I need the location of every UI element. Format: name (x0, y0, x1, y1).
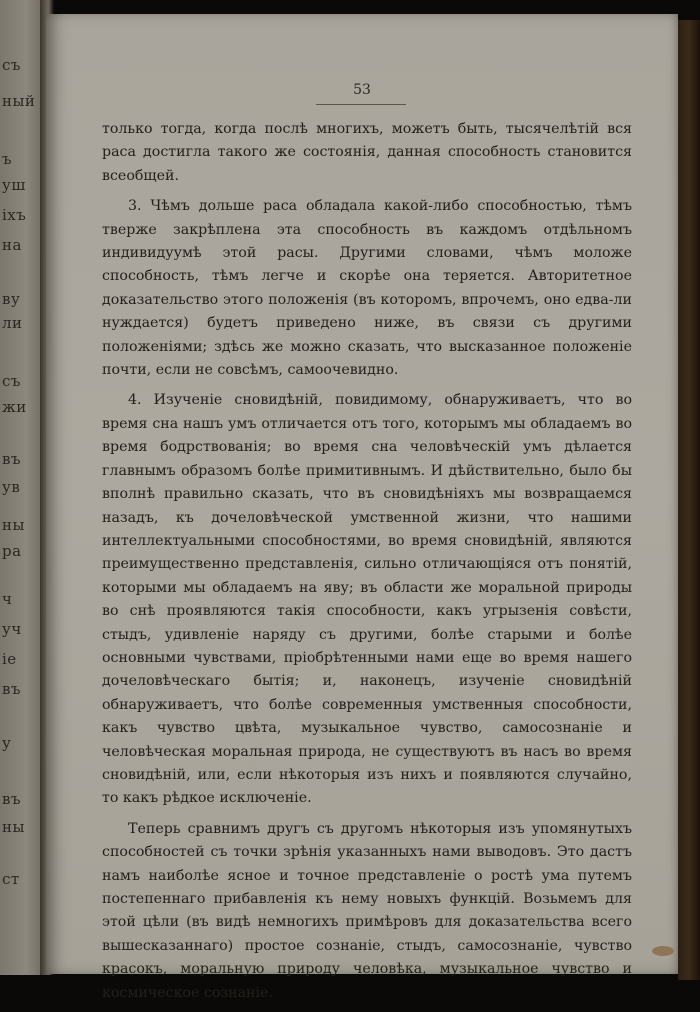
left-fragment: ву (2, 290, 21, 308)
left-page-text-fragments (0, 0, 44, 975)
paragraph-point-3: 3. Чѣмъ дольше раса обладала какой-либо способностью, тѣмъ тверже закрѣплена эта способность въ каждомъ отдѣльномъ индивидуумѣ этой расы. Другими словами, чѣмъ моложе способность, тѣмъ легче и скорѣе она теряется. Авторитетное доказательство этого положенія (въ которомъ, впрочемъ, оно едва-ли нуждается) будетъ приведено ниже, въ связи съ другими положеніями; здѣсь же можно сказать, что высказанное положеніе почти, если не совсѣмъ, самоочевидно. (102, 198, 632, 379)
page-number: 53 (353, 82, 371, 98)
left-fragment: ны (2, 818, 25, 836)
page-number-rule (316, 104, 406, 105)
paper-stain (652, 946, 674, 956)
left-fragment: жи (2, 398, 27, 416)
left-fragment: въ (2, 790, 21, 808)
book-cover-edge (678, 20, 700, 980)
left-fragment: уш (2, 176, 26, 194)
page-body (102, 118, 632, 1012)
left-fragment: ны (2, 516, 25, 534)
left-fragment: съ (2, 372, 21, 390)
left-fragment: іе (2, 650, 17, 668)
left-fragment: ув (2, 478, 21, 496)
left-fragment: іхъ (2, 206, 27, 224)
left-fragment: ч (2, 590, 13, 608)
left-fragment: ли (2, 314, 23, 332)
left-fragment: у (2, 734, 12, 752)
left-fragment: съ (2, 56, 21, 74)
left-fragment: ст (2, 870, 20, 888)
left-fragment: ъ (2, 150, 13, 168)
left-fragment: ный (2, 92, 36, 110)
left-fragment: въ (2, 680, 21, 698)
left-facing-page (0, 0, 44, 975)
left-fragment: въ (2, 450, 21, 468)
paragraph-comparison: Теперь сравнимъ другъ съ другомъ нѣкоторыя изъ упомянутыхъ способностей съ точки зрѣнія указанныхъ нами выводовъ. Это дастъ намъ наиболѣе ясное и точное представленіе о ростѣ ума путемъ постепеннаго прибавленія къ нему новыхъ функцій. Возьмемъ для этой цѣли (въ видѣ немногихъ примѣровъ для доказательства всего вышесказаннаго) простое сознаніе, стыдъ, самосознаніе, чувство красокъ, моральную природу человѣка, музыкальное чувство и космическое сознаніе. (102, 820, 632, 1001)
book-page (46, 14, 678, 1001)
left-fragment: уч (2, 620, 22, 638)
paragraph-continuation: только тогда, когда послѣ многихъ, можетъ быть, тысячелѣтій вся раса достигла такого же состоянія, данная способность становится всеобщей. (102, 121, 632, 184)
paragraph-point-4: 4. Изученіе сновидѣній, повидимому, обнаруживаетъ, что во время сна нашъ умъ отличается отъ того, которымъ мы обладаемъ во время бодрствованія; во время сна человѣческій умъ дѣлается главнымъ образомъ болѣе примитивнымъ. И дѣйствительно, было бы вполнѣ правильно сказать, что въ сновидѣніяхъ мы возвращаемся назадъ, къ дочеловѣческой умственной жизни, что нашими интеллектуальными способностями, во время сновидѣній, являются преимущественно представленія, сильно отличающіяся отъ понятій, которыми мы обладаемъ на яву; въ области же моральной природы во снѣ проявляются такія способности, какъ угрызенія совѣсти, стыдъ, удивленіе наряду съ другими, болѣе старыми и болѣе основными чувствами, пріобрѣтенными нами еще во время нашего дочеловѣческаго бытія; и, наконецъ, изученіе сновидѣній обнаруживаетъ, что болѣе современныя умственныя способности, какъ чувство цвѣта, музыкальное чувство, самосознаніе и человѣческая моральная природа, не существуютъ въ насъ во время сновидѣній, или, если нѣкоторыя изъ нихъ и появляются случайно, то какъ рѣдкое исключеніе. (102, 392, 632, 807)
left-fragment: ра (2, 542, 22, 560)
left-fragment: на (2, 236, 22, 254)
